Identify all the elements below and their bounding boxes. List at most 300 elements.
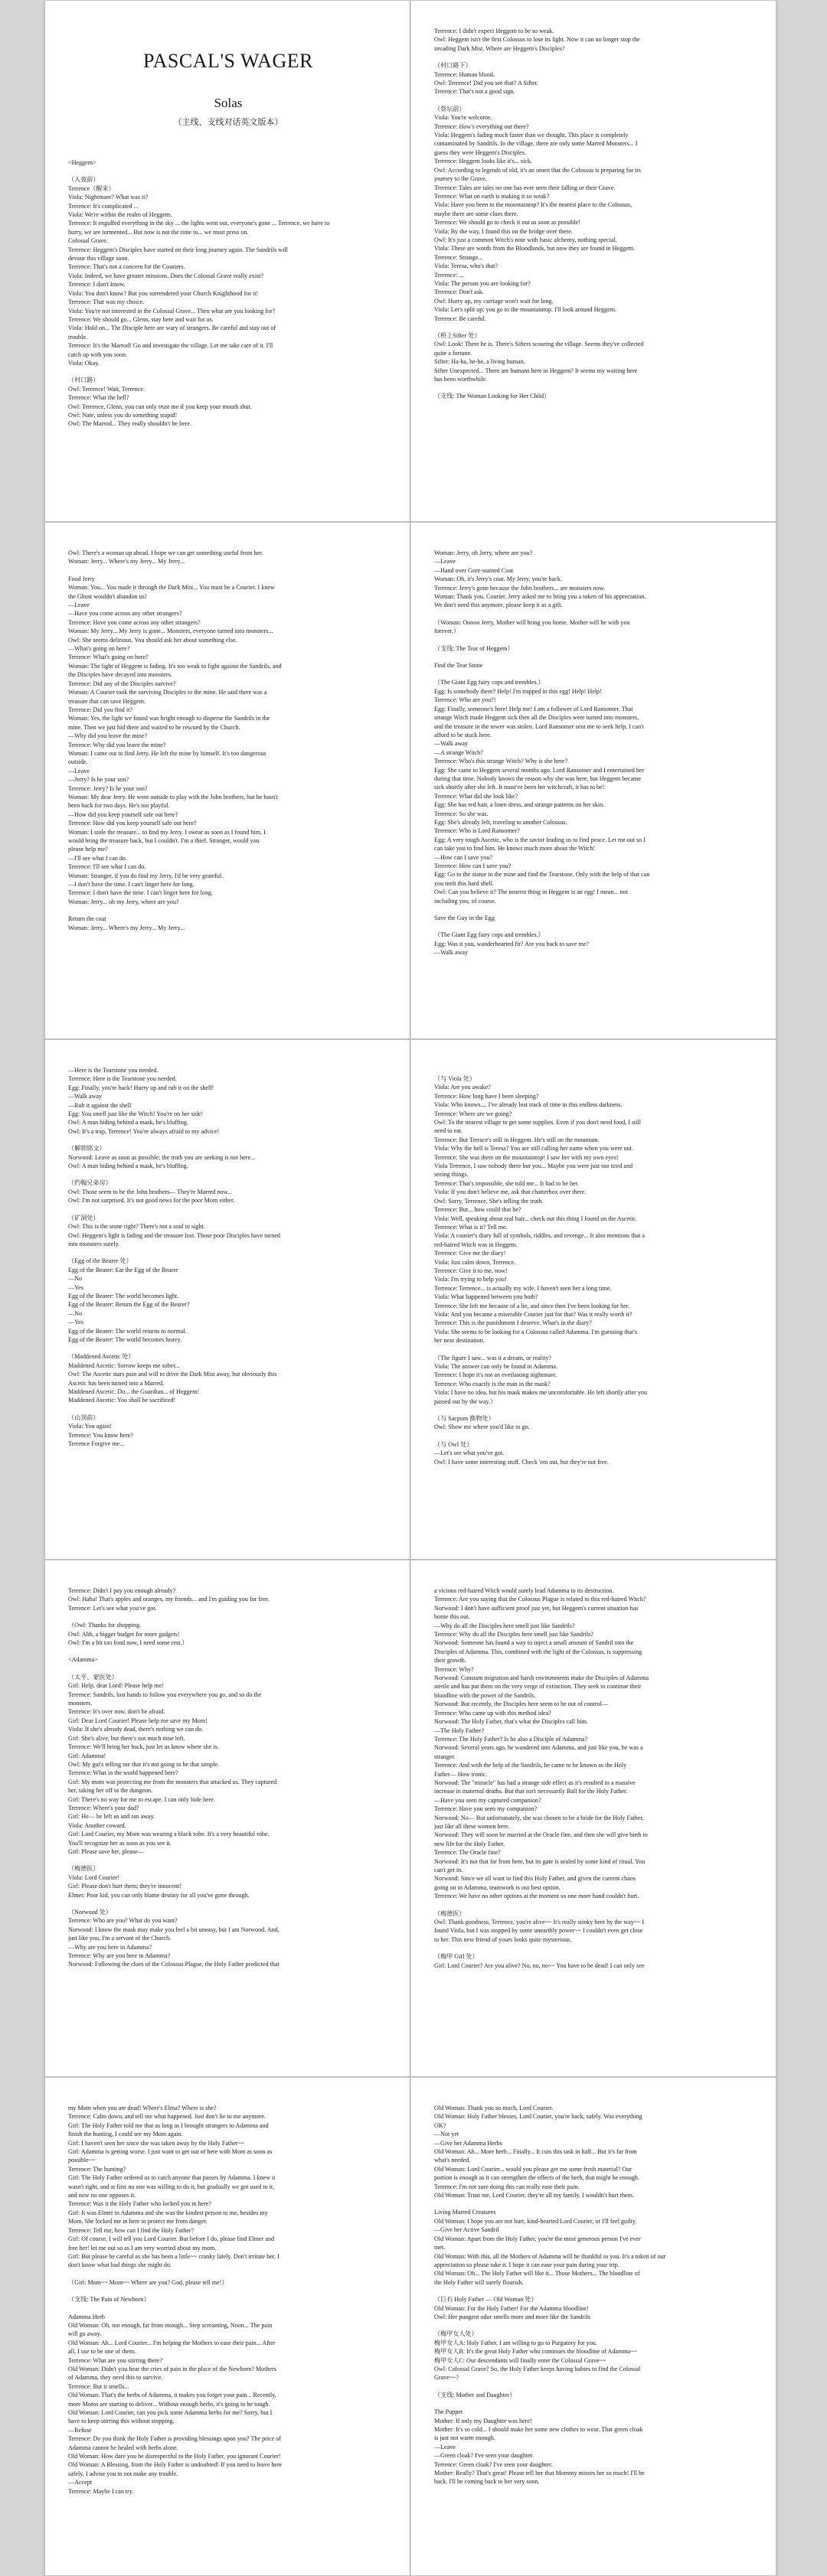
text-line: Egg: A very tough Ascetic, who is the savior leading us to find peace. Let me out so I [434,836,646,843]
text-line: during that time. Nobody knows the reason why she was here, but Heggem became [434,774,641,782]
text-line: more Moms are starting to deliver... Without enough herbs, it's going to be tough. [68,2400,270,2408]
text-line: Terrence: The Oracle fine? [434,1849,501,1857]
text-line: <Heggem> [68,159,96,166]
text-line: Girl: My mom was protecting me from the monsters that attacked us. They captured [68,1778,277,1785]
text-line: Terrence: Jerry? Is he your son? [68,784,148,792]
text-line: Viola: Hold on... The Disciple here are wary of strangers. Be careful and stay out of [68,324,276,332]
text-line: Owl: Ahh, a bigger budget for more gadgets! [68,1630,180,1638]
text-line: —Walk away [434,740,469,748]
text-line: Viola: The person you are looking for? [434,279,531,287]
text-line: Owl: Thank goodness, Terrence, you're alive~~ It's really stinky here by the way~~ I [434,1919,645,1926]
text-line: Viola: I'm trying to help you! [434,1276,507,1283]
text-line: Terrence: Sandrils, lost hands to follow you everywhere you go, and so do the [68,1691,262,1698]
text-line: Viola: Just calm down, Terrence. [434,1258,516,1266]
page-row-3 [44,1039,776,1560]
page-1 [44,0,410,522]
text-line: Owl: Terrence, Glenn, you can only trust me if you keep your mouth shut. [68,403,252,410]
text-line: —Walk away [434,949,469,957]
text-line: met. [434,2244,446,2252]
text-line: outside. [68,758,88,766]
text-line: Terrence: Was it the Holy Father who locked you in here? [68,2200,211,2208]
page-6 [410,1039,776,1560]
text-line: Terrence: She left me because of a lie, and since then I've been looking for her. [434,1302,630,1309]
text-line: what's needed. [434,2157,471,2164]
text-line: portion is enough as it can strengthen the effects of the herb, that might be enough. [434,2174,639,2182]
text-line: Viola: Well, speaking about real hair... check out this thing I found on the Ascetic. [434,1215,638,1222]
text-line: Terrence: I didn't expect Heggem to be so weak. [434,28,554,34]
text-line: Old Woman: Oh... The Holy Father will like it... Those Mothers... The bloodline of [434,2270,640,2278]
text-line: （支线: The Woman Looking for Her Child） [434,393,551,400]
page-content [68,2104,388,2496]
text-line: Viola: Okay. [68,359,100,367]
page-2 [410,0,776,522]
text-line: —Leave [434,558,456,566]
text-line: —No [68,1309,82,1317]
text-line: borne this out. [434,1613,470,1621]
text-line: Old Woman: Ah... More herb... Finally... It cuts this task in half... But it's far from [434,2148,637,2156]
text-line: Terrence: Did any of the Disciples survive? [68,680,176,687]
text-line: （Maddened Ascetic 处） [68,1353,135,1361]
text-line: Terrence: What did she look like? [434,792,518,800]
page-3 [44,522,410,1039]
text-line: Terrence: Tales are tales no one has ever seen their falling or their Grave. [434,184,616,191]
text-line: —Have you seen my captured companion? [434,1796,541,1804]
text-line: the Ghost wouldn't abandon us! [68,592,147,600]
document-subtitle: （主线、支线对话英文版本） [173,118,283,127]
text-line: free her! let me out so as I am very worried about my mom. [68,2244,217,2252]
text-line: （祭坛前） [434,105,466,112]
text-line: Girl: The Holy Father told me that as long as I brought strangers to Adamma and [68,2121,269,2129]
text-line: Terrence: But Terrace's still in Heggem. He's still on the mountain. [434,1136,600,1143]
text-line: —Leave [68,767,90,774]
text-line: and now no one opposes it. [68,2192,136,2199]
page-7 [44,1560,410,2077]
text-line: her next destination. [434,1337,485,1345]
text-line: （Owl: Thanks for shopping. [68,1622,142,1629]
text-line: （梅德医） [68,1865,100,1873]
text-line: maybe there are some clues there. [434,210,518,217]
text-line: Terrence: Heggem's Disciples have started on their long journey again. The Sandrils will [68,246,288,253]
text-line: Egg: Go to the statue in the mine and find the Tearstone. Only with the help of that can [434,871,650,879]
text-line: Viola: We're within the realm of Heggem. [68,211,172,219]
text-line: The Puppet [434,2408,463,2416]
text-line: Viola: Are you awake? [434,1084,491,1091]
text-line: —Here is the Tearstone you needed. [68,1067,159,1074]
page-9 [44,2077,410,2576]
text-line: Egg: She's already left, traveling to another Colossus. [434,818,567,826]
text-line: Owl: It's just a common Witch's note with basic alchemy, nothing special. [434,236,617,243]
text-line: Norwood: Leave as soon as possible; the truth you are seeking is not here... [68,1153,256,1161]
text-line: Viola: Nightmare? What was it? [68,194,149,201]
text-line: Old Woman: Thank you so much, Lord Courier. [434,2105,554,2111]
text-line: my Mom when you are dead! Where's Elma? Where is she? [68,2105,217,2111]
text-line: wasn't right, and at first no one was willing to do it, but gradually we got used to it, [68,2183,275,2190]
text-line: Terrence: And with the help of the Sandrils, he came to be known as the Holy [434,1762,627,1769]
text-line: —Why are you here in Adamma? [68,1943,152,1951]
text-line: Viola: You're welcome. [434,114,492,122]
text-line: of Adamma, they need this to survive. [68,2374,163,2382]
text-line: Norwood: The "miracle" has had a strange side effect as it's resulted in a massive [434,1779,636,1786]
text-line: Terrence: Who is Lord Ransomer? [434,827,520,835]
text-line: Owl: Haha! That's apples and oranges, my friends... and I'm guiding you for free. [68,1596,270,1603]
text-line: Egg: She came to Heggem several months ago. Lord Ransomer and I entertained her [434,766,645,774]
text-line: （The Giant Egg fairy cops and trembles.） [434,931,544,939]
text-line: Maddened Ascetic: Sorrow keeps me sober... [68,1361,180,1369]
page-content [68,1066,388,1448]
text-line: Terrence: Did you find it? [68,706,132,713]
text-line: Owl: Her pungent odor smells more and more like the Sandrils [434,2313,590,2320]
text-line: （村口路下） [434,62,472,70]
text-line: red-haired Witch was in Heggem. [434,1241,518,1248]
text-line: （梅甲 Girl 处） [434,1953,479,1961]
text-line: Terrence: Be careful. [434,315,486,322]
text-line: Owl: I'm not surprised. It's not good news for the poor Mom either. [68,1197,235,1205]
text-line: —Accept [68,2479,93,2486]
text-line: catch up with you soon. [68,351,128,358]
text-line: Viola: You don't know? But you surrendered your Church Knighthood for it! [68,289,259,297]
text-line: going on in Adamma, teamwork is our best option. [434,1883,561,1891]
text-line: Owl: Terrence! Did you see that? A Sifter. [434,80,538,87]
text-line: —Why did you leave the mine? [68,732,148,740]
text-line: stranger. [434,1753,456,1760]
text-line: Owl: It's a trap, Terrence! You're always afraid to my advice! [68,1127,220,1135]
text-line: Viola: Indeed, we have greater missions. Does the Colossal Grave really exist? [68,272,264,279]
text-line: Woman: Yes, the light we found was bright enough to disperse the Sandrils in the [68,715,270,722]
text-line: Find the Tear Stone [434,662,483,670]
text-line: Viola: You again! [68,1423,112,1430]
text-line: Terrence: Calm down, and tell me what happened. Just don't lie to me anymore. [68,2113,266,2121]
text-line: can take you to find him. He knows much more about the Witch! [434,845,596,853]
text-line: and the treasure in the tower was stolen. Lord Ransomer sent me to seek help, I can't [434,722,644,730]
text-line: Terrence: Don't ask. [434,289,484,296]
text-line: Terrence: Why are you here in Adamma? [68,1952,171,1960]
text-line: found Viola, but I was stopped by some unearthly power~~ I couldn't even get close [434,1927,643,1935]
text-line: Woman: A Courier took the surviving Disciples to the mine. He said there was a [68,689,267,696]
text-line: Norwood: Someone has found a way to inject a small amount of Sandril into the [434,1639,634,1647]
text-line: Owl: Hurry up, my carriage won't wait for long. [434,297,554,305]
text-line: invading Dark Mist. Where are Heggem's Disciples? [434,44,565,52]
page-content [68,549,388,932]
page-content [68,158,388,429]
text-line: trouble. [68,333,87,341]
page-4 [410,522,776,1039]
text-line: Norwood: I know the mask may make you feel a bit uneasy, but I am Norwood. And, [68,1925,279,1933]
text-line: guess they were Heggem's Disciples. [434,148,526,156]
text-line: （解锁铭文） [68,1145,106,1153]
text-line: Terrence: I'll see what I can do. [68,863,146,871]
text-line: （The figure I saw... was it a dream, or reality? [434,1354,551,1361]
text-line: Girl: I haven't seen her since she was taken away by the Holy Father~~ [68,2139,245,2147]
text-line: Terrence: It engulfed everything in the sky ... the lights went out, everyone's gone ... Terrence, we have to [68,220,330,227]
text-line: Old Woman: I hope you are not hurt, kind-hearted Lord Courier, or I'll feel guilty. [434,2217,637,2225]
text-line: Woman: My Jerry... My Jerry is gone... Monsters, everyone turned into monsters... [68,628,273,635]
text-line: Terrence: That's not a good sign. [434,88,515,96]
page-content [434,2104,754,2486]
text-line: Viola: If you don't believe me, ask that chatterbox over there. [434,1189,587,1196]
text-line: Terrence: Have you come across any other strangers? [68,618,201,626]
text-line: —How can I save you? [434,853,492,861]
text-line: Owl: The Marrod... They really shouldn't be here. [68,420,191,428]
text-line: —Yes [68,1319,83,1326]
text-line: Viola: You're not interested in the Colossal Grave... Then what are you looking for? [68,307,276,315]
text-line: Old Woman: Trust me, Lord Courier, they're all my family, I wouldn't hurt them. [434,2192,634,2199]
text-line: Old Woman: A Blessing, from the Holy Father is undoubted! If you need to leave here [68,2461,283,2469]
text-line: Terrence: Are you saying that the Colossus Plague is related to this red-haired Witch? [434,1596,646,1603]
text-line: Old Woman: Holy Father blesses, Lord Courier, you're back, safely. Was everything [434,2113,642,2121]
text-line: Girl: Dear Lord Courier! Please help me save my Mom! [68,1717,208,1724]
text-line: Terrence: I hope it's not an everlasting nightmare. [434,1371,557,1379]
text-line: （巨石 Holy Father — Old Woman 处） [434,2296,538,2304]
text-line: Save the Guy in the Egg [434,915,495,922]
text-line: Owl: A man hiding behind a mask, he's bluffing. [68,1162,188,1170]
text-line: （入夜前） [68,176,100,184]
text-line: （太平、蒙医处） [68,1673,118,1681]
text-line: her, taking her off to the dungeon. [68,1787,153,1795]
text-line: Maddened Ascetic: Do... the Guardian... of Heggem! [68,1388,200,1395]
text-line: Terrence: The Holy Father? Is he also a Disciple of Adamma? [434,1735,588,1743]
text-line: Terrence: Who are you?! [434,696,496,704]
text-line: Terrence: Who are you? What do you want? [68,1917,178,1925]
text-line: Norwood: Constant migration and harsh environments make the Disciples of Adamma [434,1674,649,1682]
text-line: —Let's see what you've got. [434,1449,505,1457]
text-line: Maddened Ascetic: You shall be sacrificed! [68,1397,176,1404]
text-line: Old Woman: For the Holy Father! For the Adamma bloodline! [434,2304,589,2312]
text-line: —I'll see what I can do. [68,854,127,862]
text-line: Owl: A man hiding behind a mask, he's bluffing. [68,1119,188,1127]
text-line: Viola: A courier's diary full of symbols, riddles, and revenge... It also mentions that a [434,1232,645,1240]
text-line: strange Witch made Heggem sick then all the Disciples were turned into monsters, [434,714,639,722]
text-line: Viola: What happened between you both? [434,1293,538,1301]
text-line: Old Woman: Ah... Lord Courier... I'm helping the Mothers to ease their pain... After [68,2339,276,2346]
text-line: Terrence: It's the Marrod! Go and investigate the village. Let me take care of it. I'll [68,342,273,350]
text-line: Old Woman: Apart from the Holy Father, you're the most generous person I've ever [434,2235,641,2242]
text-line: （梅德医） [434,1909,466,1917]
text-line: Owl: I'm a bit too fond now, I need some rest.） [68,1639,188,1647]
text-line: Terrence: What are you stirring there? [68,2356,163,2364]
text-line: Owl: The Ascetic stars pain and will to drive the Dark Mist away, but obviously this [68,1371,277,1378]
text-line: Terrence: What is it? Tell me. [434,1223,508,1231]
text-line: （支线: The Pain of Newborn） [68,2296,150,2304]
text-line: —The Holy Father? [434,1727,485,1734]
text-line: Woman: I came out to find Jerry. He left the mine by himself. It's too dangerous [68,749,266,757]
text-line: （支线: Mother and Daughter） [434,2391,516,2398]
text-line: monsters. [68,1700,93,1707]
text-line: just like you, I'm a servant of the Church. [68,1935,172,1942]
text-line: Terrence: What the hell? [68,394,129,402]
text-line: Mom. She locked me in here to protect me from danger. [68,2218,208,2225]
text-line: need to eat. [434,1127,463,1135]
page-row-1 [44,0,776,522]
text-line: Egg of the Bearer: Eat the Egg of the Bearer [68,1266,178,1273]
text-line: Viola: These are words from the Bloodlands, but now they are found in Heggem. [434,245,636,253]
text-line: Old Woman: Lord Courier, can you pick some Adamma herbs for me? Sorry, but I [68,2409,273,2416]
text-line: Terrence: How long have I been sleeping? [434,1092,539,1100]
text-line: Woman: You... You made it through the Dark Mist... You must be a Courier. I knew [68,584,275,592]
text-line: Norwood: The Holy Father, that's what the Disciples call him. [434,1718,588,1726]
text-line: passed out by the way.） [434,1397,497,1405]
text-line: Viola: Let's split up; you go to the mountaintop. I'll look around Heggem. [434,306,617,314]
text-line: Owl: Those seem to be the John brothers— They're Marred now... [68,1188,232,1195]
text-line: Terrence: I don't know. [68,281,126,289]
text-line: Viola: Lord Courier! [68,1873,119,1881]
text-line: Terrence: Jerry's gone because the John brothers... are monsters now. [434,584,606,592]
text-line: devour this village soon. [68,255,129,262]
text-line: Viola: Another coward. [68,1821,126,1829]
text-line: Viola: And you became a miserable Courier just for that? Was it really worth it? [434,1310,633,1318]
text-line: Terrence: Do you think the Holy Father is providing blessings upon you? The price of [68,2435,282,2443]
text-line: —No [68,1275,82,1283]
text-line: possible~~ [68,2157,96,2164]
text-line: （与 Viola 处） [434,1075,476,1082]
text-line: Norwood: Following the clues of the Colossus Plague, the Holy Father predicted that [68,1961,279,1968]
page-content [434,27,754,401]
text-line: （Egg of the Bearer 处） [68,1257,132,1265]
text-line: Terrence: Maybe I can try. [68,2487,134,2495]
text-line: Norwood: But recently, the Disciples here seem to be out of control— [434,1700,608,1708]
text-line: Old Woman: How dare you be disrespectful to the Holy Father, you ignorant Courier! [68,2453,281,2460]
text-line: <Adamma> [68,1656,98,1664]
text-line: Terrence: Here is the Tearstone you needed. [68,1075,177,1083]
text-line: Girl: Lord Courier? Are you alive? No, no, no~~ You have to be dead! I can only see [434,1961,645,1969]
text-line: —Give her Adamma Herbs [434,2139,502,2147]
text-line: Terrence: This is the punishment I deserve. What's in the diary? [434,1319,592,1327]
text-line: Owl: Nate, unless you do something stupid! [68,411,178,419]
text-line: Girl: There's no way for me to escape. I can only hide here. [68,1795,215,1803]
text-line: Woman: Oh, it's Jerry's coat. My Jerry, you're back. [434,576,562,583]
text-line: Norwood: Several years ago, he wandered into Adamma, and just like you, he was a [434,1744,643,1752]
text-line: Terrence: We should go to check it out as soon as possible! [434,219,580,227]
text-line: Girl: It was Elmer in Adamma and she was the kindest person to me, besides my [68,2209,268,2216]
text-line: Terrence: That's impossible, she told me... It had to be her. [434,1179,579,1187]
text-line: Woman: The light of Heggem is fading. It's too weak to fight against the Sandrils, and [68,662,282,670]
text-line: （桥上Sifter 处） [434,332,481,339]
text-line: Owl: My gut's telling me that it's not going to be that simple. [68,1760,219,1768]
text-line: （The Giant Egg fairy cops and trembles.） [434,679,544,686]
text-line: —What's going on here? [68,645,130,653]
text-line: Ascetic has been turned into a Marred. [68,1379,165,1387]
text-line: Terrence: ... [434,271,464,279]
text-line: Owl: Sorry, Terrence, She's telling the truth. [434,1197,544,1205]
text-line: Terrence: How's everything out there? [434,122,529,130]
text-line: hurry, we are tormented... But now is not the time to... we must press on. [68,228,249,236]
text-line: Egg of the Bearer: The world becomes heavy. [68,1335,182,1343]
text-line: —Jerry? Is he your son? [68,776,129,784]
page-row-2 [44,522,776,1039]
text-line: bloodline with the power of the Sandrils. [434,1691,536,1699]
text-line: Terrence: It's complicated ... [68,202,139,210]
text-line: —Why do all the Disciples here smell just like Sandrils? [434,1622,575,1629]
text-line: Owl: To the nearest village to get some supplies. Even if you don't need food, I still [434,1119,642,1127]
text-line: Terrence: I'm not sure doing this can really ease their pain. [434,2183,580,2190]
text-line: Norwood: No— But unfortunately, she was chosen to be a bride for the Holy Father, [434,1814,644,1821]
text-line: Owl: There's a woman up ahead. I hope we can get something useful from her. [68,549,263,556]
page-content [68,1586,388,1969]
text-line: —Green cloak? I've seen your daughter. [434,2452,534,2460]
text-line: （支线: The Tear of Heggem） [434,644,514,652]
text-line: Viola: Have you been to the mountaintop? It's the nearest place to the Colossus, [434,201,633,209]
text-line: Viola: Heggem's fading much faster than we thought. This place is completely [434,132,629,139]
text-line: don't know what bad things she might do. [68,2261,172,2269]
text-line: —Give her Active Sandril [434,2226,499,2234]
text-line: Owl: Terrence! Wait, Terrence. [68,385,145,393]
text-line: Woman: Stranger, if you do find my Jerry, I'd be very grateful. [68,872,224,879]
text-line: Woman: Jerry... Where's my Jerry... My Jerry... [68,558,185,566]
text-line: just like all these women here. [434,1822,510,1830]
text-line: finish the hunting, I could see my Mom again. [68,2131,183,2138]
text-line: —Walk away [68,1093,103,1101]
text-line: can't get in. [434,1867,463,1873]
document-author: Solas [214,96,243,110]
text-line: Terrence: The hunting? [68,2165,126,2173]
text-line: 梅甲女人A: Holy Father, I am willing to go to Purgatory for you. [434,2339,597,2346]
text-line: Terrence: Why? [434,1665,474,1673]
text-line: would bring the treasure back, but I couldn't. I'm a thief. Stranger, would you [68,837,260,844]
text-line: Terrence: Heggem looks like it's... sick. [434,158,532,165]
text-line: Terrence: Green cloak? I've seen your daughter. [434,2460,553,2468]
text-line: Girl: Please don't hurt them; they're innocent! [68,1883,181,1890]
text-line: —Leave [68,602,90,609]
text-line: Terrence: Why did you leave the mine? [68,741,166,748]
text-line: into monsters surely. [68,1240,120,1247]
text-line: journey to the Grave. [434,175,487,183]
text-line: Old Woman: Lord Courier... would you please get me some fresh material? Our [434,2165,632,2173]
text-line: Terrence: We have no other options at the moment so one more hand couldn't hurt. [434,1893,639,1900]
text-line: Egg: Finally, someone's here! Help me! I am a follower of Lord Ransomer. That [434,705,633,712]
text-line: Terrence: That's not a concern for the Couriers. [68,263,185,271]
text-line: Elmer: Poor kid, you can only blame destiny for all you've gone through. [68,1891,250,1899]
text-line: Old Woman: Didn't you hear the cries of pain in the place of the Newborn? Mothers [68,2365,276,2372]
text-line: Girl: Please save her, please— [68,1847,144,1855]
text-line: —Not yet [434,2131,459,2138]
text-line: treasure that can save Heggem. [68,697,145,705]
text-line: Old Woman: Oh, not enough, far from enough... Step screaming, Noon... The pain [68,2321,273,2329]
text-line: Girl: Adamma is getting worse. I just want to get out of here with Mom as soon as [68,2148,273,2156]
text-line: please help me? [68,846,108,853]
text-line: back. I'll be coming back to her very soon. [434,2478,540,2486]
text-line: （村口路） [68,377,100,384]
text-line: Girl: But please be careful as she has been a little~~ cranky lately. Don't irritate her, I [68,2252,279,2260]
text-line: Grave~~? [434,2374,459,2382]
text-line: Terrence: Why do all the Disciples here smell just like Sandrils? [434,1631,593,1639]
text-line: Mother: It's so cold... I should make her some new clothes to wear. That green cloak [434,2426,643,2433]
text-line: Owl: Colossal Grave? So, the Holy Father keeps having babies to find the Colossal [434,2365,641,2372]
text-line: （Woman: Ooooo Jerry, Mother will bring you home. Mother will be with you [434,618,630,626]
text-line: Woman: Jerry... Where's my Jerry... My Jerry... [68,924,185,931]
text-line: Egg of the Bearer: The world becomes light. [68,1292,179,1299]
page-content [434,549,754,957]
text-line: Egg: Was it you, wanderhearted fir? Are you back to save me? [434,940,589,947]
text-line: —Hand over Gore-stained Coat [434,566,514,574]
page-row-4 [44,1560,776,2077]
text-line: —I don't have the time. I can't linger here for long. [68,881,194,889]
text-line: the Holy Father will surely flourish. [434,2278,524,2286]
text-line: Return the coat [68,915,106,923]
text-line: （与 Owl 处） [434,1440,473,1448]
text-line: Terrence: Who's this strange Witch? Why is she here? [434,758,568,765]
text-line: Viola: I have no idea, but his mask makes me uncomfortable. He left shortly after you [434,1389,647,1397]
text-line: Viola: Why the hell is Teresa? You are still calling her name when you were out. [434,1145,634,1153]
text-line: including you, of course. [434,897,496,905]
text-line: Owl: She seems delirious. You should ask her about something else. [68,636,237,644]
text-line: Owl: Can you believe it? The nearest thing in Heggem is an egg! I mean... not [434,889,628,896]
text-line: Terrence: Have you seen my companion? [434,1805,538,1813]
page-10 [410,2077,776,2576]
text-line: Terrence: We should go... Glenn, stay here and wait for us. [68,315,214,323]
page-content [434,1586,754,1970]
text-line: Terrence: Where's your dad? [68,1804,139,1811]
text-line: afford to be stuck here. [434,731,492,739]
text-line: （约翰兄弟房） [68,1179,112,1187]
